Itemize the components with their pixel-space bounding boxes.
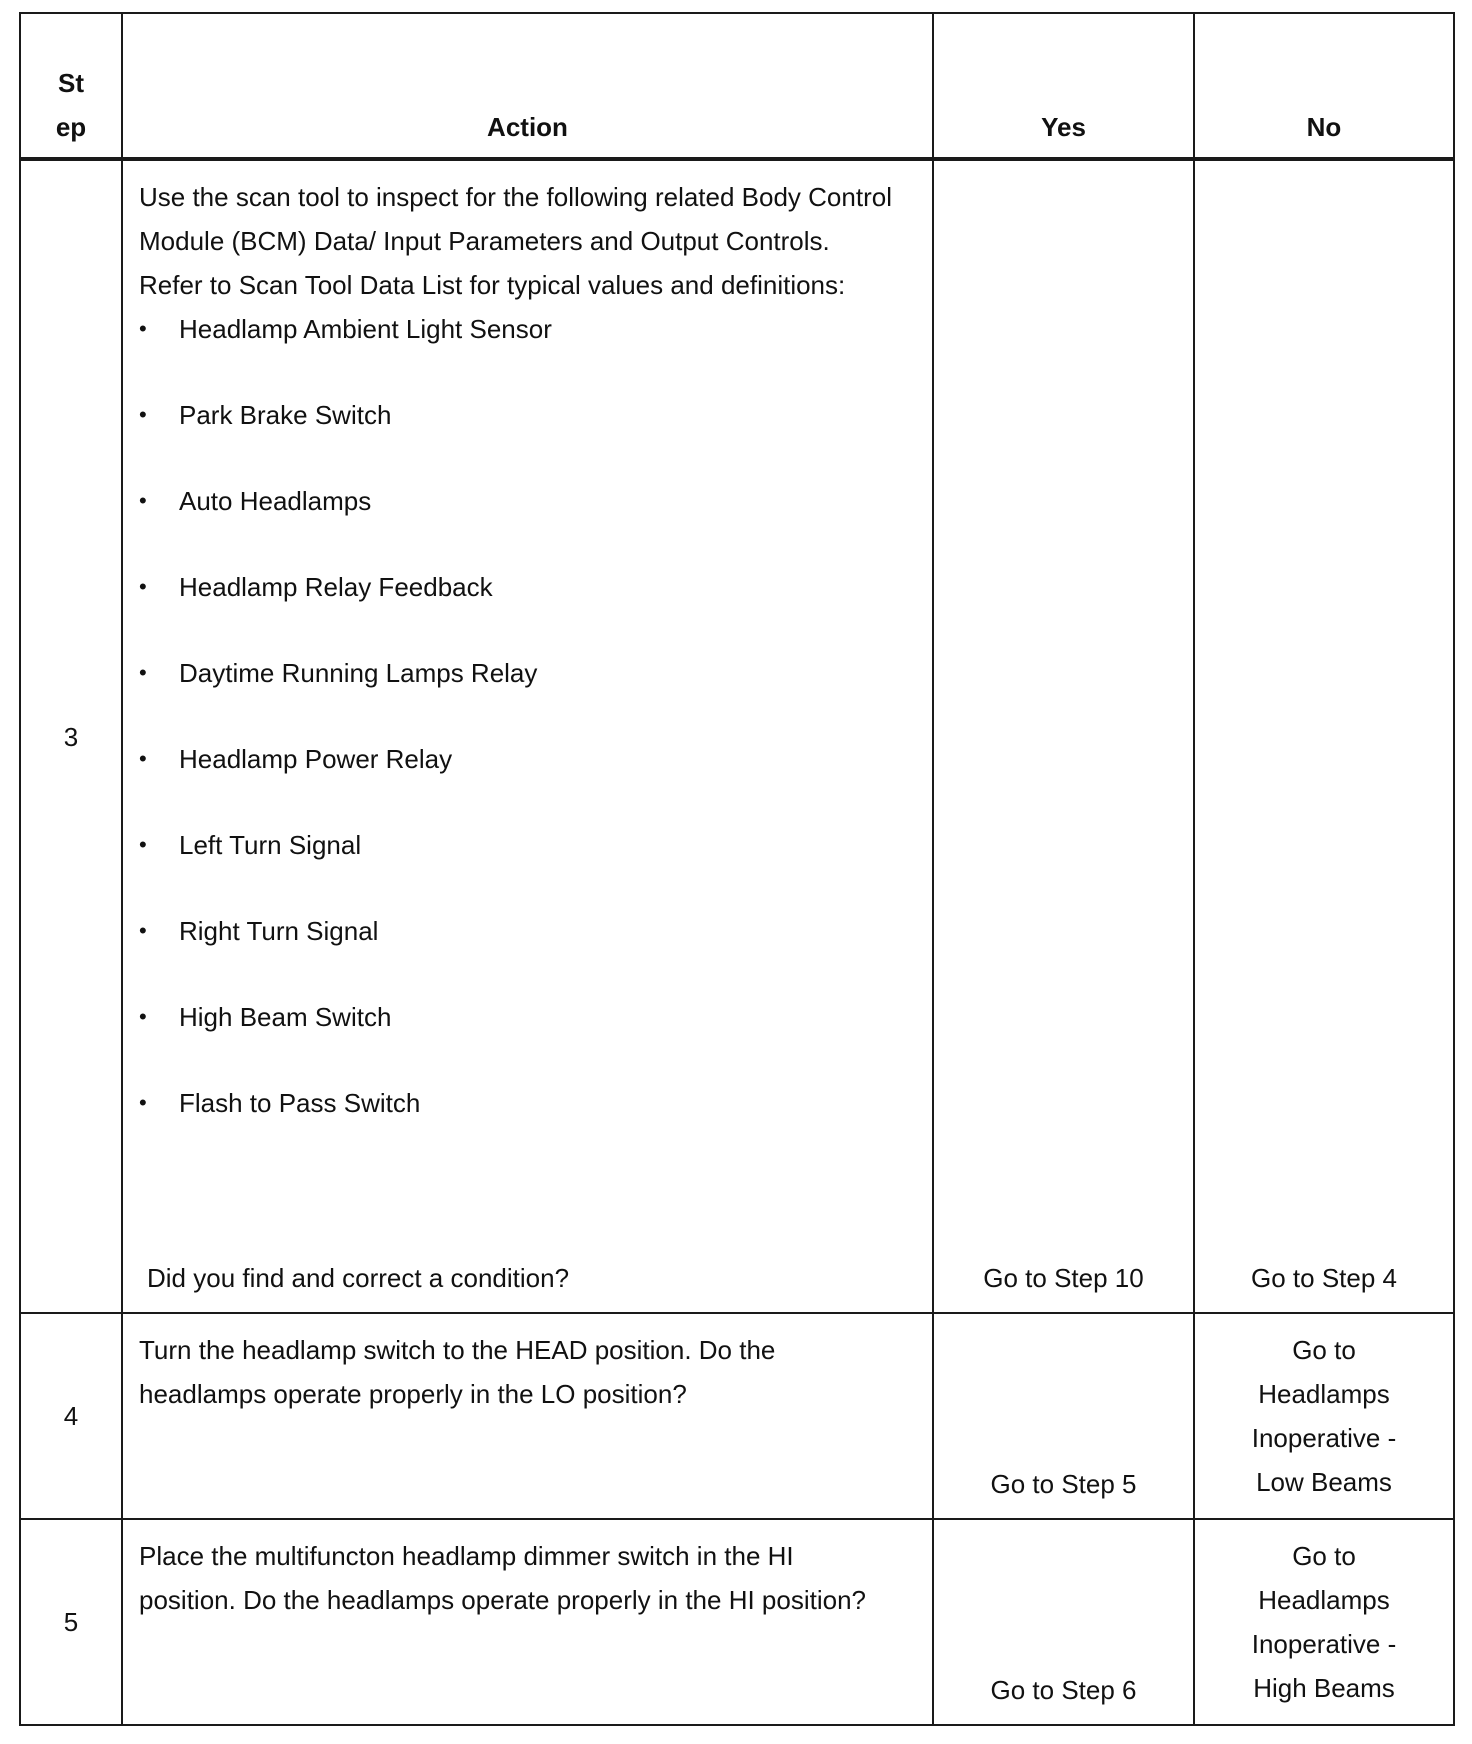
header-action: Action — [122, 13, 933, 159]
bullet-icon: • — [139, 402, 147, 427]
no-cell — [1194, 1313, 1454, 1519]
list-item — [139, 737, 892, 823]
list-item — [139, 995, 892, 1081]
bullet-icon: • — [139, 832, 147, 857]
header-no: No — [1194, 13, 1454, 159]
yes-cell — [933, 159, 1194, 1313]
no-outcome-line: Inoperative - — [1251, 1423, 1397, 1453]
yes-cell — [933, 1519, 1194, 1725]
yes-outcome: Go to Step 5 — [990, 1469, 1137, 1499]
action-cell — [122, 1519, 933, 1725]
table-row — [20, 1313, 1454, 1519]
yes-outcome: Go to Step 10 — [983, 1263, 1144, 1293]
no-cell — [1194, 159, 1454, 1313]
header-step — [20, 13, 122, 159]
list-item-label: Headlamp Ambient Light Sensor — [179, 314, 552, 344]
step-number: 4 — [20, 1313, 122, 1519]
header-row — [20, 13, 1454, 159]
list-item-label: Headlamp Relay Feedback — [179, 572, 493, 602]
bullet-icon: • — [139, 918, 147, 943]
list-item — [139, 1081, 892, 1125]
question-text: Did you find and correct a condition? — [147, 1263, 570, 1293]
yes-cell — [933, 1313, 1194, 1519]
no-outcome — [1195, 1520, 1453, 1710]
list-item — [139, 651, 892, 737]
list-item — [139, 479, 892, 565]
bullet-icon: • — [139, 746, 147, 771]
list-item — [139, 823, 892, 909]
list-item-label: Daytime Running Lamps Relay — [179, 658, 538, 688]
action-text: Place the multifuncton headlamp dimmer switch in the HI position. Do the headlamps operate properly in the HI position? — [139, 1541, 866, 1615]
list-item — [139, 393, 892, 479]
no-cell — [1194, 1519, 1454, 1725]
no-outcome-line: Headlamps — [1258, 1585, 1390, 1615]
list-item — [139, 307, 892, 393]
list-item-label: Left Turn Signal — [179, 830, 362, 860]
parameter-list — [139, 307, 892, 1125]
step-number: 3 — [20, 159, 122, 1313]
list-item — [139, 909, 892, 995]
table-row — [20, 159, 1454, 1313]
header-yes: Yes — [933, 13, 1194, 159]
list-item-label: High Beam Switch — [179, 1002, 392, 1032]
list-item-label: Auto Headlamps — [179, 486, 372, 516]
bullet-icon: • — [139, 1090, 147, 1115]
action-text: Use the scan tool to inspect for the following related Body Control Module (BCM) Data/ Input Parameters and Output Controls. Refer to Scan Tool Data List for typical values and definitions: — [139, 182, 892, 300]
no-outcome: Go to Step 4 — [1251, 1263, 1397, 1293]
action-cell — [122, 1313, 933, 1519]
list-item-label: Park Brake Switch — [179, 400, 392, 430]
bullet-icon: • — [139, 488, 147, 513]
header-step-line1: St — [58, 68, 84, 98]
list-item — [139, 565, 892, 651]
no-outcome-line: Go to — [1292, 1541, 1356, 1571]
bullet-icon: • — [139, 660, 147, 685]
list-item-label: Flash to Pass Switch — [179, 1088, 421, 1118]
list-item-label: Headlamp Power Relay — [179, 744, 453, 774]
bullet-icon: • — [139, 574, 147, 599]
no-outcome-line: High Beams — [1253, 1673, 1395, 1703]
list-item-label: Right Turn Signal — [179, 916, 379, 946]
action-text: Turn the headlamp switch to the HEAD position. Do the headlamps operate properly in the LO position? — [139, 1335, 776, 1409]
yes-outcome: Go to Step 6 — [990, 1675, 1137, 1705]
step-number: 5 — [20, 1519, 122, 1725]
no-outcome-line: Inoperative - — [1251, 1629, 1397, 1659]
no-outcome — [1195, 1314, 1453, 1504]
bullet-icon: • — [139, 316, 147, 341]
bullet-icon: • — [139, 1004, 147, 1029]
no-outcome-line: Headlamps — [1258, 1379, 1390, 1409]
header-step-line2: ep — [55, 112, 87, 142]
no-outcome-line: Go to — [1292, 1335, 1356, 1365]
table-row — [20, 1519, 1454, 1725]
action-cell — [122, 159, 933, 1313]
diagnostic-table — [19, 12, 1455, 1726]
no-outcome-line: Low Beams — [1256, 1467, 1392, 1497]
